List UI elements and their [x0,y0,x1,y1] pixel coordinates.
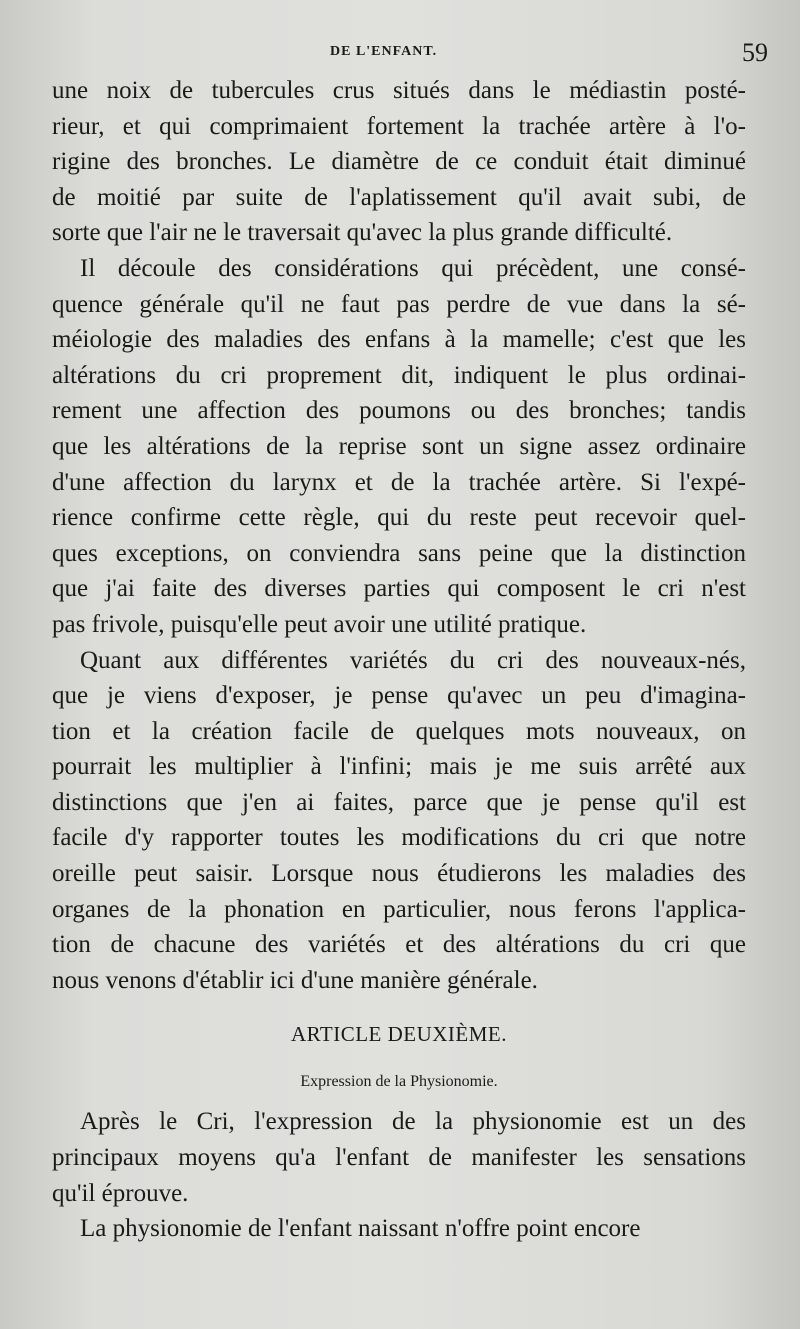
paragraph [52,73,746,251]
body-text [52,73,746,1247]
text-line: que j'ai faite des diverses parties qui composent le cri n'est [52,575,746,603]
text-line: La physionomie de l'enfant naissant n'offre point encore [80,1215,641,1243]
paragraph [52,643,746,999]
text-line: d'une affection du larynx et de la trachée artère. Si l'expé- [52,468,746,496]
text-line: Quant aux différentes variétés du cri des nouveaux-nés, [80,646,746,674]
text-line: de moitié par suite de l'aplatissement qu'il avait subi, de [52,183,746,211]
text-line: pas frivole, puisqu'elle peut avoir une utilité pratique. [52,610,587,638]
text-line: qu'il éprouve. [52,1179,189,1207]
text-line: une noix de tubercules crus situés dans le médiastin posté- [52,77,746,104]
text-line: distinctions que j'en ai faites, parce que je pense qu'il est [52,788,746,816]
paragraphs-after-section [52,1104,746,1246]
text-line: rement une affection des poumons ou des bronches; tandis [52,397,746,425]
text-line: sorte que l'air ne le traversait qu'avec la plus grande difficulté. [52,219,673,247]
section-heading: ARTICLE DEUXIÈME. [290,1022,508,1047]
text-line: nous venons d'établir ici d'une manière générale. [52,966,538,994]
text-line: organes de la phonation en particulier, nous ferons l'applica- [52,895,746,923]
section-subheading: Expression de la Physionomie. [300,1073,498,1091]
text-line: rieur, et qui comprimaient fortement la trachée artère à l'o- [52,112,746,140]
text-line: que je viens d'exposer, je pense qu'avec un peu d'imagina- [52,682,746,710]
paragraph [52,1211,746,1247]
text-line: Après le Cri, l'expression de la physionomie est un des [80,1108,746,1136]
paragraph [52,1104,746,1211]
text-line: oreille peut saisir. Lorsque nous étudierons les maladies des [52,860,746,888]
text-line: que les altérations de la reprise sont un signe assez ordinaire [52,432,746,460]
text-line: Il découle des considérations qui précèdent, une consé- [80,254,746,282]
running-head [0,40,800,70]
text-line: méiologie des maladies des enfans à la mamelle; c'est que les [52,326,746,354]
page-number: 59 [742,38,768,67]
text-line: altérations du cri proprement dit, indiquent le plus ordinai- [52,361,746,389]
paragraph [52,251,746,643]
running-head-title: DE L'ENFANT. [330,44,438,59]
text-line: quence générale qu'il ne faut pas perdre de vue dans la sé- [52,290,746,318]
text-line: pourrait les multiplier à l'infini; mais je me suis arrêté aux [52,753,746,781]
text-line: rience confirme cette règle, qui du reste peut recevoir quel- [52,504,746,532]
text-line: ques exceptions, on conviendra sans peine que la distinction [52,539,746,567]
text-line: tion de chacune des variétés et des altérations du cri que [52,931,746,959]
text-line: principaux moyens qu'a l'enfant de manifester les sensations [52,1144,746,1172]
paragraphs-before-section [52,73,746,998]
text-line: tion et la création facile de quelques mots nouveaux, on [52,717,746,745]
text-line: facile d'y rapporter toutes les modifications du cri que notre [52,824,746,852]
text-line: rigine des bronches. Le diamètre de ce conduit était diminué [52,148,746,176]
